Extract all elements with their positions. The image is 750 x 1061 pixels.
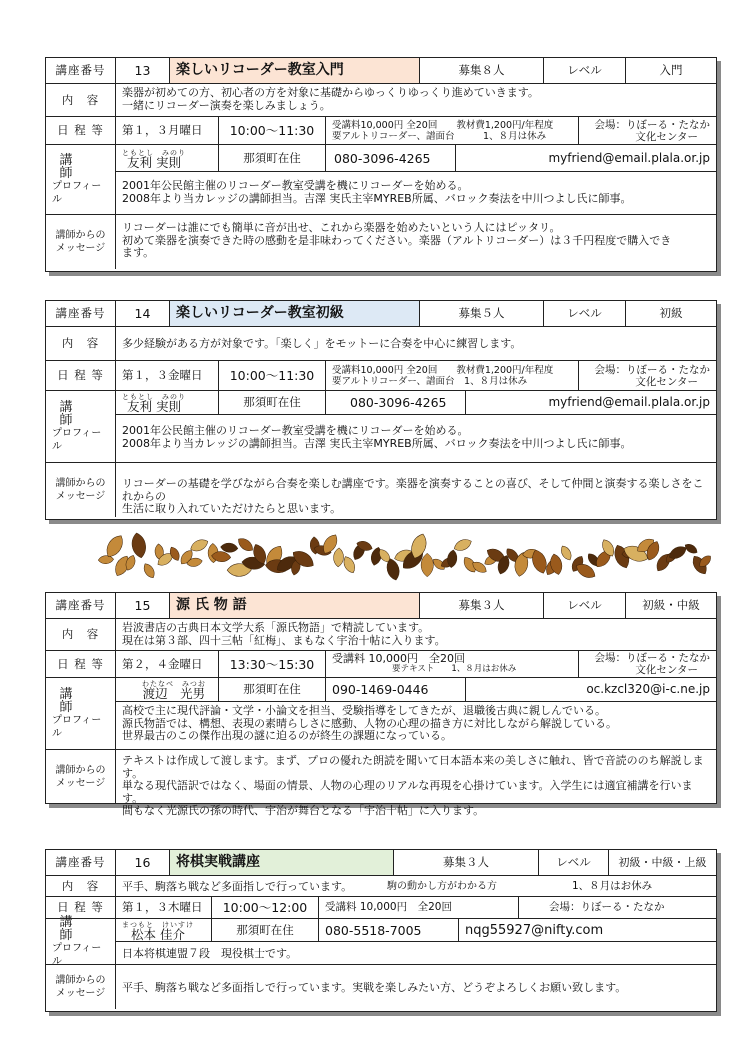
profile-line: 2001年公民館主催のリコーダー教室受講を機にリコーダーを始める。 [122,179,469,192]
fee-line: 要アルトリコーダー、譜面台 1、８月は休み [332,375,528,387]
message-label-1: 講師からの [55,230,106,241]
message: 平手、駒落ち戦など多面指しで行っています。実戦を楽しみたい方、どうぞよろしくお願い致します。 [122,980,627,994]
instructor-name [116,391,219,414]
content-line: 現在は第３部、四十三帖「紅梅」、まもなく宇治十帖に入ります。 [122,633,446,647]
name-text: 友利 実則 [127,154,181,170]
profile-line: 2008年より当カレッジの講師担当。吉澤 実氏主宰MYREB所属、バロック奏法を中川つよし氏に師事。 [122,436,632,450]
leaf-icon [421,553,433,576]
level: 初級・中級・上級 [618,856,707,869]
message-label [46,215,116,269]
course-card-15 [45,592,717,817]
course-no: 16 [116,850,170,875]
course-card-16 [45,849,717,1012]
venue-line: 会場：りぼーる・たなか [594,652,710,664]
fee-info [326,651,579,677]
instructor-name [116,145,219,171]
message-line: テキストは作成して渡します。まず、プロの優れた朗読を聞いて日本語本来の美しさに触れ、皆で音読ののち解説します。 [122,754,704,780]
schedule-label: 日 程 等 [46,117,116,144]
content-holiday: 1、８月はお休み [572,879,653,892]
message-label-2: メッセージ [55,777,106,789]
residence: 那須町在住 [219,145,326,171]
instructor-label-text: 講 師 [59,914,114,943]
residence: 那須町在住 [219,678,326,701]
schedule-time: 13:30～15:30 [219,651,326,677]
name-text: 渡辺 光男 [142,686,206,701]
course-title: 楽しいリコーダー教室入門 [170,58,420,83]
email[interactable]: myfriend@email.plala.or.jp [548,395,710,409]
autumn-leaves-garland [95,530,715,585]
course-no: 13 [116,58,170,83]
message-label [46,463,116,517]
content: 多少経験がある方が対象です。「楽しく」をモットーに合奏を中心に練習します。 [122,337,522,350]
profile-label-text: プロフィール [52,180,102,205]
recruit: 募集５人 [420,301,544,326]
content-line: 楽器が初めての方、初心者の方を対象に基礎からゆっくりゆっくり進めていきます。 [122,86,539,99]
profile-line: 高校で主に現代評論・文学・小論文を担当、受験指導をしてきたが、退職後古典に親しんでいる。 [122,704,606,717]
phone: 080-5518-7005 [319,919,459,941]
course-no-label: 講座番号 [46,850,116,875]
fee-info: 受講料 10,000円 全20回 [319,897,519,918]
leaf-icon [98,555,114,564]
instructor-label-text: 講 師 [59,152,114,181]
course-title: 楽しいリコーダー教室初級 [170,301,420,326]
message-line: 初めて楽器を演奏できた時の感動を是非味わってください。楽器（アルトリコーダー）は３千円程度で購入でき [122,233,672,247]
fee-line: 受講料 10,000円 全20回 [332,652,465,665]
message-label-1: 講師からの [55,975,106,986]
recruit: 募集３人 [420,593,544,618]
content-label: 内 容 [46,84,116,116]
level-label: レベル [544,593,626,618]
schedule-label: 日 程 等 [46,897,116,918]
leaf-icon [452,537,473,554]
content-label: 内 容 [46,619,116,650]
schedule-time: 10:00～11:30 [219,361,326,390]
name-ruby: まつもと けいすけ [122,920,194,929]
name-ruby: わたなべ みつお [142,680,206,688]
content [116,84,716,116]
content-line: 一緒にリコーダー演奏を楽しみましょう。 [122,98,331,112]
profile-line: 世界最古のこの傑作出現の謎に迫るのが終生の課題になっている。 [122,729,452,742]
message-line: リコーダーの基礎を学びながら合奏を楽しむ講座です。楽器を演奏することの喜び、そして仲間と演奏する楽しさをこれからの [122,477,704,503]
name-ruby: ともとし みのり [122,148,186,157]
leaf-icon [220,542,238,553]
instructor-label-text: 講 師 [59,399,114,428]
content-line: 岩波書店の古典日本文学大系「源氏物語」で精読しています。 [122,621,430,634]
leaf-icon [141,562,157,580]
phone: 090-1469-0446 [326,678,466,701]
profile-line: 2001年公民館主催のリコーダー教室受講を機にリコーダーを始める。 [122,424,469,437]
message-label [46,750,116,803]
course-no: 15 [116,593,170,618]
profile [116,172,716,214]
profile-label-text: プロフィール [52,427,102,452]
venue [579,651,716,677]
name-text: 友利 実則 [127,399,181,414]
venue-line: 会場：りぼーる・たなか [594,118,710,131]
schedule-label: 日 程 等 [46,361,116,390]
message [116,215,716,269]
level: 初級・中級 [642,598,700,612]
phone: 080-3096-4265 [326,391,466,414]
course-no: 14 [116,301,170,326]
instructor-label-text: 講 師 [59,686,114,715]
name-ruby: ともとし みのり [122,393,186,401]
residence: 那須町在住 [212,919,319,941]
venue-line: 会場：りぼーる・たなか [594,363,710,376]
profile [116,415,716,462]
schedule-day: 第１，３金曜日 [116,361,219,390]
message [116,463,716,517]
profile-label-text: プロフィール [52,942,102,967]
venue: 会場：りぼーる・たなか [549,901,665,913]
message-label-2: メッセージ [55,243,106,254]
level: 入門 [659,63,683,77]
course-no-label: 講座番号 [46,58,116,83]
message-label-1: 講師からの [55,478,106,489]
course-title: 源 氏 物 語 [170,593,420,618]
fee-info [326,361,579,390]
profile-line: 2008年より当カレッジの講師担当。吉澤 実氏主宰MYREB所属、バロック奏法を中川つよし氏に師事。 [122,191,632,205]
phone: 080-3096-4265 [326,145,456,171]
message-line: ます。 [122,246,155,259]
message-label-2: メッセージ [55,491,106,502]
course-no-label: 講座番号 [46,593,116,618]
recruit: 募集８人 [420,58,544,83]
content [116,876,716,896]
venue [579,361,716,390]
email[interactable]: myfriend@email.plala.or.jp [548,150,710,165]
course-card-13 [45,57,717,272]
content [116,619,716,650]
leaf-icon [236,535,256,553]
profile-label-text: プロフィール [52,714,102,739]
fee-line: 要テキスト 1、８月はお休み [392,664,517,674]
message-label-1: 講師からの [55,764,106,776]
venue-line: 文化センター [635,130,698,143]
leaf-icon [333,548,344,567]
profile-line: 源氏物語では、構想、表現の素晴らしさに感動、人物の心理の描き方に対比しながら解説している。 [122,716,617,730]
email[interactable]: nqg55927@nifty.com [465,922,604,938]
instructor-label [46,145,116,214]
message-line: リコーダーは誰にでも簡単に音が出せ、これから楽器を始めたいという人にはピッタリ。 [122,221,561,234]
message-line: 生活に取り入れていただけたらと思います。 [122,502,342,515]
message-label-2: メッセージ [55,988,106,999]
level-label: レベル [544,301,626,326]
level: 初級 [659,306,683,320]
message-label [46,965,116,1009]
course-no-label: 講座番号 [46,301,116,326]
content-label: 内 容 [46,876,116,896]
course-card-14 [45,300,717,520]
instructor-label [46,678,116,749]
fee-line: 受講料10,000円 全20回 教材費1,200円/年程度 [332,364,554,376]
schedule-time: 10:00～11:30 [219,117,326,144]
schedule-day: 第１，３木曜日 [116,897,212,918]
course-title: 将棋実戦講座 [170,850,394,875]
name-text: 松本 佳介 [131,926,185,942]
venue-line: 文化センター [635,375,698,388]
instructor-name [116,919,212,941]
message-line: 単なる現代語訳ではなく、場面の情景、人物の心理のリアルな再現を心掛けています。入学生には適宜補講を行います。 [122,779,693,805]
schedule-time: 10:00～12:00 [212,897,319,918]
leaf-icon [130,532,148,559]
email[interactable]: oc.kzcl320@i-c.ne.jp [586,682,710,696]
schedule-day: 第２，４金曜日 [116,651,219,677]
schedule-day: 第１，３月曜日 [116,117,219,144]
venue [579,117,716,144]
venue-line: 文化センター [635,664,698,676]
content-text: 平手、駒落ち戦など多面指しで行っています。 [122,879,353,893]
recruit: 募集３人 [394,850,539,875]
leaf-icon [559,544,574,562]
profile: 日本将棋連盟７段 現役棋士です。 [122,946,298,960]
message-line: 間もなく光源氏の孫の時代、宇治が舞台となる「宇治十帖」に入ります。 [122,804,485,817]
residence: 那須町在住 [219,391,326,414]
schedule-label: 日 程 等 [46,651,116,677]
instructor-label [46,914,116,967]
message [116,750,716,817]
fee-line: 受講料10,000円 全20回 教材費1,200円/年程度 [332,119,554,131]
instructor-name [116,678,219,701]
instructor-label [46,391,116,462]
content-label: 内 容 [46,327,116,360]
fee-info [326,117,579,144]
profile [116,702,716,749]
level-label: レベル [544,58,626,83]
content-requirement: 駒の動かし方がわかる方 [387,880,497,892]
fee-line: 要アルトリコーダー、譜面台 1、８月は休み [332,130,547,142]
level-label: レベル [539,850,609,875]
